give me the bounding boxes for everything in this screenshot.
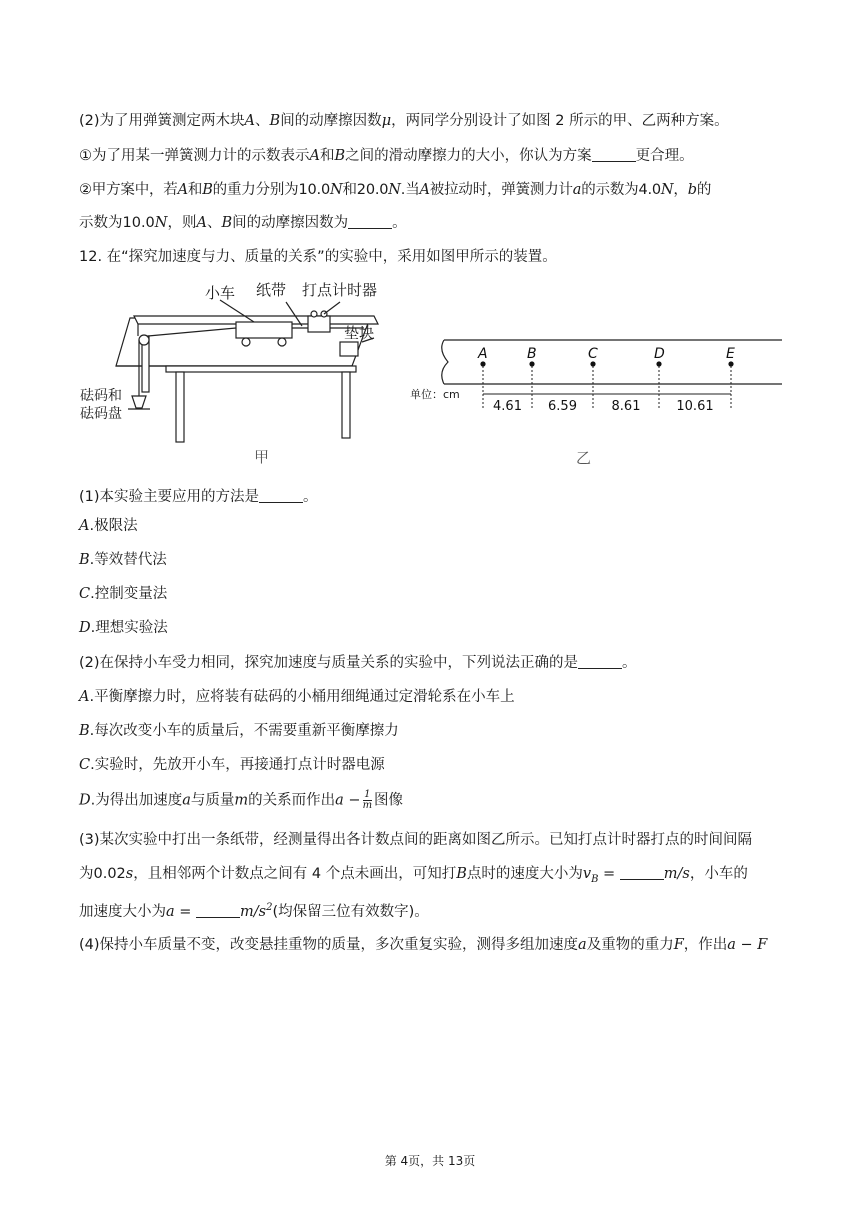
answer-blank[interactable] [348, 214, 392, 229]
q12-part3-line2: 为0.02s，且相邻两个计数点之间有 4 个点未画出，可知打B点时的速度大小为$v_B = m/s$，小车的 [79, 866, 748, 885]
q12-part1-option-d[interactable]: D.理想实验法 [79, 620, 168, 636]
q11-2-part1: ①为了用某一弹簧测力计的示数表示A和B之间的滑动摩擦力的大小，你认为方案 更合理。 [79, 148, 694, 164]
tape-point-a [480, 361, 485, 366]
tape-distance-3: 8.61 [611, 399, 641, 414]
tape-point-b [529, 361, 534, 366]
tape-distance-1: 4.61 [493, 399, 522, 414]
q11-2-part2-line1: ②甲方案中，若A和B的重力分别为10.0N和20.0N.当A被拉动时，弹簧测力计a的示数为4.0N，b的 [79, 182, 712, 198]
q12-part2-option-b[interactable]: B.每次改变小车的质量后，不需要重新平衡摩擦力 [79, 723, 399, 739]
answer-blank[interactable] [259, 488, 303, 503]
q12-part2-option-a[interactable]: A.平衡摩擦力时，应将装有砝码的小桶用细绳通过定滑轮系在小车上 [79, 689, 515, 705]
label-timer: 打点计时器 [302, 281, 378, 299]
fraction-one-over-m: $\frac{1}{m}$ [362, 789, 373, 811]
tape-point-e [728, 361, 733, 366]
q12-stem: 12. 在“探究加速度与力、质量的关系”的实验中，采用如图甲所示的装置。 [79, 249, 557, 265]
q12-part4: (4)保持小车质量不变，改变悬挂重物的质量，多次重复实验，测得多组加速度a及重物的重力F，作出a − F [79, 937, 768, 953]
label-block: 垫块 [344, 324, 375, 342]
q12-part2-option-c[interactable]: C.实验时，先放开小车，再接通打点计时器电源 [79, 757, 385, 773]
q12-part2-option-d[interactable]: D.为得出加速度a与质量m的关系而作出a − $\frac{1}{m}$ 图像 [79, 789, 404, 811]
q12-part1-option-c[interactable]: C.控制变量法 [79, 586, 168, 602]
answer-blank[interactable] [578, 654, 622, 669]
q12-part2: (2)在保持小车受力相同，探究加速度与质量关系的实验中，下列说法正确的是 。 [79, 655, 637, 671]
q12-part3-line3: 加速度大小为$a = m/s^2$(均保留三位有效数字)。 [79, 902, 429, 920]
unit-label: 单位：cm [410, 388, 460, 401]
tape-distance-4: 10.61 [676, 399, 714, 414]
tape-point-c [590, 361, 595, 366]
tape-point-label-b: B [527, 346, 537, 362]
answer-blank[interactable] [592, 147, 636, 162]
q12-part1: (1)本实验主要应用的方法是 。 [79, 489, 318, 505]
label-weights-2: 砝码盘 [80, 406, 122, 422]
figure-tape [408, 326, 784, 471]
q12-part3-line1: (3)某次实验中打出一条纸带，经测量得出各计数点间的距离如图乙所示。已知打点计时器打点的时间间隔 [79, 832, 753, 848]
caption-jia: 甲 [254, 448, 270, 466]
answer-blank[interactable] [620, 865, 664, 880]
label-cart: 小车 [205, 284, 236, 302]
page-footer: 第 4页，共 13页 [384, 1154, 476, 1168]
figure-apparatus [78, 276, 388, 476]
tape-point-label-a: A [478, 346, 488, 362]
tape-distance-2: 6.59 [548, 399, 577, 414]
q12-part1-option-a[interactable]: A.极限法 [79, 518, 138, 534]
caption-yi: 乙 [576, 449, 592, 467]
q11-2-intro: (2)为了用弹簧测定两木块A、B间的动摩擦因数μ，两同学分别设计了如图 2 所示的甲、乙两种方案。 [79, 113, 729, 129]
q12-part1-option-b[interactable]: B.等效替代法 [79, 552, 167, 568]
tape-point-d [656, 361, 661, 366]
answer-blank[interactable] [196, 903, 240, 918]
tape-point-label-d: D [654, 346, 665, 362]
tape-point-label-e: E [726, 346, 735, 362]
label-tape: 纸带 [256, 281, 287, 299]
q11-2-part2-line2: 示数为10.0N，则A、B间的动摩擦因数为 。 [79, 215, 407, 231]
tape-points [477, 346, 735, 414]
tape-point-label-c: C [588, 346, 598, 362]
label-weights-1: 砝码和 [80, 388, 122, 404]
